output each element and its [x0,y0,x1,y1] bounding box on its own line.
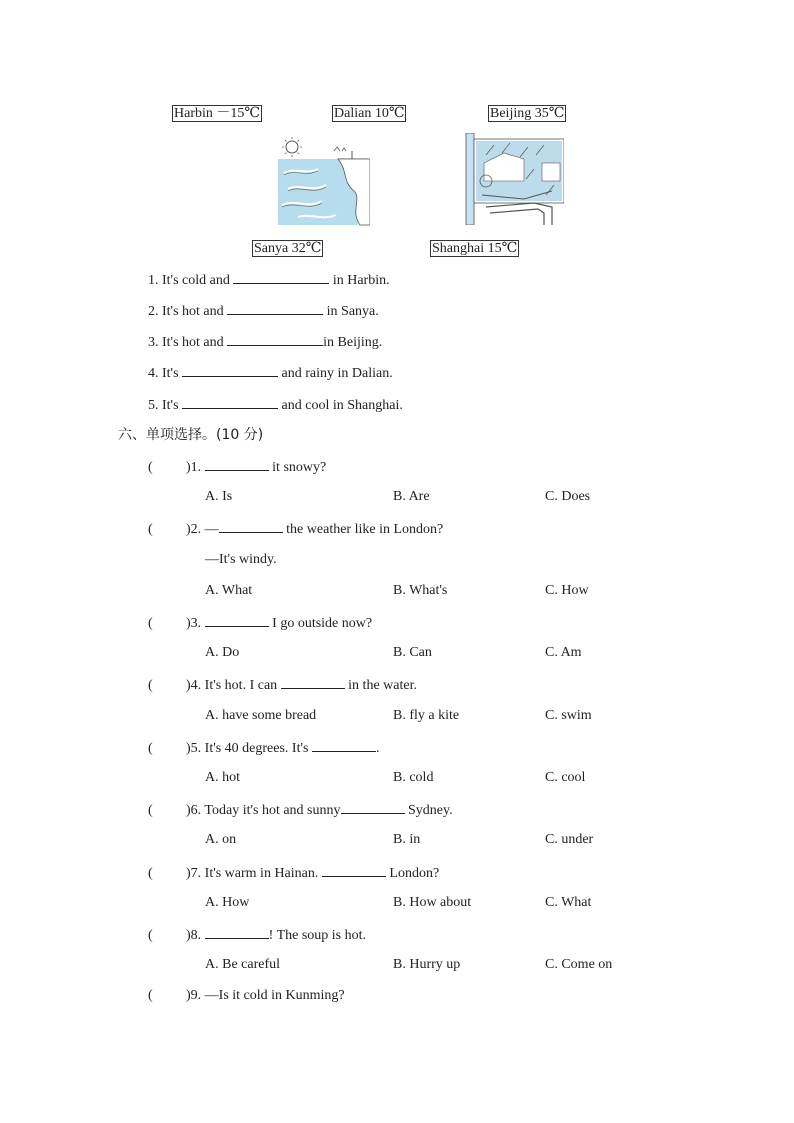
label-shanghai: Shanghai 15℃ [432,241,518,256]
reply-text: —It's windy. [205,552,277,567]
label-beijing: Beijing 35℃ [490,106,565,121]
question-number: )1. [186,460,202,475]
question-text: the weather like in London? [286,522,444,537]
option-b: B. fly a kite [393,708,460,723]
question-text: in Harbin. [332,273,390,288]
answer-blank[interactable] [182,363,278,377]
question-text: in Beijing. [323,335,383,350]
question-number: )2. — [186,522,219,537]
question-text: I go outside now? [272,616,373,631]
question-number: )5. It's 40 degrees. It's [186,741,309,756]
fill-in-3 [148,332,382,352]
section-6-title: 六、单项选择。(10 分) [118,427,264,443]
option-b: B. Are [393,489,430,504]
option-a: A. have some bread [205,708,317,723]
rainy-window-illustration [464,133,564,225]
fill-in-2 [148,301,379,321]
option-b: B. Can [393,645,432,660]
question-text: in the water. [348,678,417,693]
mc-question-1 [148,457,326,477]
answer-blank[interactable] [205,457,269,471]
mc-question-7 [148,863,439,883]
question-number: 1. [148,273,159,288]
answer-blank[interactable] [233,270,329,284]
option-c: C. swim [545,708,592,723]
answer-paren[interactable]: ( [148,460,153,475]
answer-blank[interactable] [205,925,269,939]
question-number: )9. —Is it cold in Kunming? [186,988,345,1003]
mc-question-9 [148,987,345,1005]
mc-question-5 [148,738,379,758]
option-c: C. What [545,895,592,910]
answer-paren[interactable]: ( [148,866,153,881]
question-number: )3. [186,616,202,631]
question-text: It's hot and [162,304,224,319]
option-b: B. cold [393,770,434,785]
option-b: B. What's [393,583,448,598]
option-a: A. How [205,895,250,910]
option-a: A. Is [205,489,233,504]
answer-blank[interactable] [182,395,278,409]
option-a: A. Be careful [205,957,281,972]
fill-in-4 [148,363,393,383]
answer-blank[interactable] [219,519,283,533]
question-text: ! The soup is hot. [268,928,367,943]
label-dalian: Dalian 10℃ [334,106,405,121]
question-text: It's [162,366,179,381]
answer-blank[interactable] [312,738,376,752]
option-c: C. How [545,583,589,598]
question-number: 2. [148,304,159,319]
beach-sun-illustration [278,137,370,227]
label-harbin: Harbin －15℃ [174,106,261,121]
answer-blank[interactable] [281,675,345,689]
option-c: C. Does [545,489,591,504]
answer-blank[interactable] [205,613,269,627]
question-number: )6. Today it's hot and sunny [186,803,341,818]
option-a: A. Do [205,645,240,660]
mc-question-8 [148,925,366,945]
mc-question-6 [148,800,453,820]
question-number: )4. It's hot. I can [186,678,278,693]
answer-blank[interactable] [227,332,323,346]
answer-paren[interactable]: ( [148,522,153,537]
fill-in-1 [148,270,390,290]
question-text: It's cold and [162,273,230,288]
answer-blank[interactable] [227,301,323,315]
option-b: B. in [393,832,421,847]
answer-paren[interactable]: ( [148,616,153,631]
question-text: London? [389,866,440,881]
question-number: )8. [186,928,202,943]
question-text: Sydney. [408,803,453,818]
answer-paren[interactable]: ( [148,988,153,1003]
question-number: )7. It's warm in Hainan. [186,866,319,881]
question-text: and rainy in Dalian. [281,366,393,381]
option-a: A. on [205,832,237,847]
option-c: C. under [545,832,594,847]
option-a: A. hot [205,770,240,785]
question-number: 4. [148,366,159,381]
mc-question-3 [148,613,372,633]
question-text: it snowy? [272,460,327,475]
option-c: C. cool [545,770,586,785]
fill-in-5 [148,395,403,415]
label-sanya: Sanya 32℃ [254,241,322,256]
option-b: B. How about [393,895,472,910]
question-text: in Sanya. [326,304,379,319]
answer-blank[interactable] [322,863,386,877]
answer-paren[interactable]: ( [148,803,153,818]
answer-paren[interactable]: ( [148,741,153,756]
mc-question-2 [148,519,443,539]
option-b: B. Hurry up [393,957,461,972]
question-text: It's hot and [162,335,224,350]
answer-paren[interactable]: ( [148,928,153,943]
answer-blank[interactable] [341,800,405,814]
question-text: and cool in Shanghai. [281,398,403,413]
question-number: 3. [148,335,159,350]
option-c: C. Come on [545,957,613,972]
option-a: A. What [205,583,253,598]
question-text: . [375,741,380,756]
answer-paren[interactable]: ( [148,678,153,693]
option-c: C. Am [545,645,582,660]
question-number: 5. [148,398,159,413]
question-text: It's [162,398,179,413]
mc-question-4 [148,675,417,695]
